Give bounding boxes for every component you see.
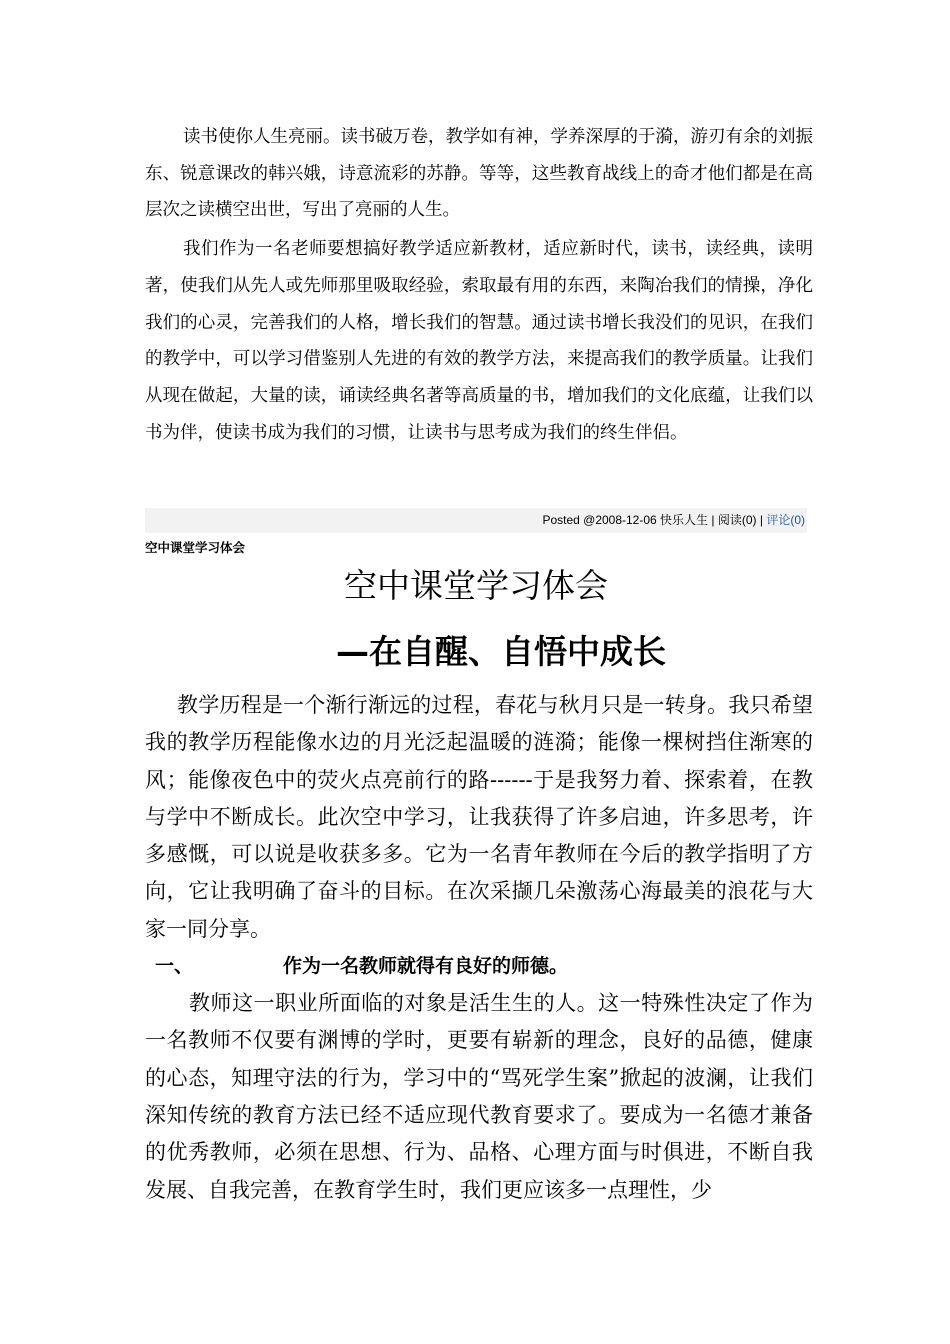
previous-post-paragraph-2: 我们作为一名老师要想搞好教学适应新教材，适应新时代，读书，读经典，读明著，使我们从先人或先师那里吸取经验，索取最有用的东西，来陶冶我们的情操，净化我们的心灵，完善我们的人格，增长我们的智慧。通过读书增长我没们的见识，在我们的教学中，可以学习借鉴别人先进的有效的教学方法，来提高我们的教学质量。让我们从现在做起，大量的读，诵读经典名著等高质量的书，增加我们的文化底蕴，让我们以书为伴，使读书成为我们的习惯，让读书与思考成为我们的终生伴侣。 <box>145 239 813 443</box>
footer-separator: | <box>708 513 718 527</box>
article-heading: 空中课堂学习体会 <box>344 566 608 605</box>
category-link[interactable]: 快乐人生 <box>660 513 709 527</box>
posted-date: Posted @2008-12-06 <box>542 513 657 527</box>
read-count-link[interactable]: 阅读(0) <box>717 513 757 527</box>
footer-separator: | <box>756 513 767 527</box>
article-subheading: —在自醒、自悟中成长 <box>336 632 666 671</box>
intro-paragraph: 教学历程是一个渐行渐远的过程，春花与秋月只是一转身。我只希望我的教学历程能像水边的月光泛起温暖的涟漪；能像一棵树挡住渐寒的风；能像夜色中的荧火点亮前行的路------于是我努力着、探索着，在教与学中不断成长。此次空中学习，让我获得了许多启迪，许多思考，许多感慨，可以说是收获多多。它为一名青年教师在今后的教学指明了方向，它让我明确了奋斗的目标。在次采撷几朵激荡心海最美的浪花与大家一同分享。 <box>145 693 813 941</box>
previous-post-body <box>145 119 813 451</box>
post-small-title[interactable]: 空中课堂学习体会 <box>145 540 246 555</box>
post-footer-bar <box>145 508 807 533</box>
previous-post-paragraph-1: 读书使你人生亮丽。读书破万卷，教学如有神，学养深厚的于漪，游刃有余的刘振东、锐意课改的韩兴娥，诗意流彩的苏静。等等，这些教育战线上的奇才他们都是在高层次之读横空出世，写出了亮丽的人生。 <box>145 127 813 221</box>
section-number: 一、 <box>155 955 194 978</box>
article-body <box>145 687 813 1209</box>
section-title: 作为一名教师就得有良好的师德。 <box>283 955 569 978</box>
section-heading-1 <box>145 948 813 985</box>
section-1-paragraph: 教师这一职业所面临的对象是活生生的人。这一特殊性决定了作为一名教师不仅要有渊博的学时，更要有崭新的理念，良好的品德，健康的心态，知理守法的行为，学习中的“骂死学生案”掀起的波澜，让我们深知传统的教育方法已经不适应现代教育要求了。要成为一名德才兼备的优秀教师，必须在思想、行为、品格、心理方面与时俱进，不断自我发展、自我完善，在教育学生时，我们更应该多一点理性，少 <box>145 991 813 1202</box>
comment-link[interactable]: 评论(0) <box>766 513 805 527</box>
